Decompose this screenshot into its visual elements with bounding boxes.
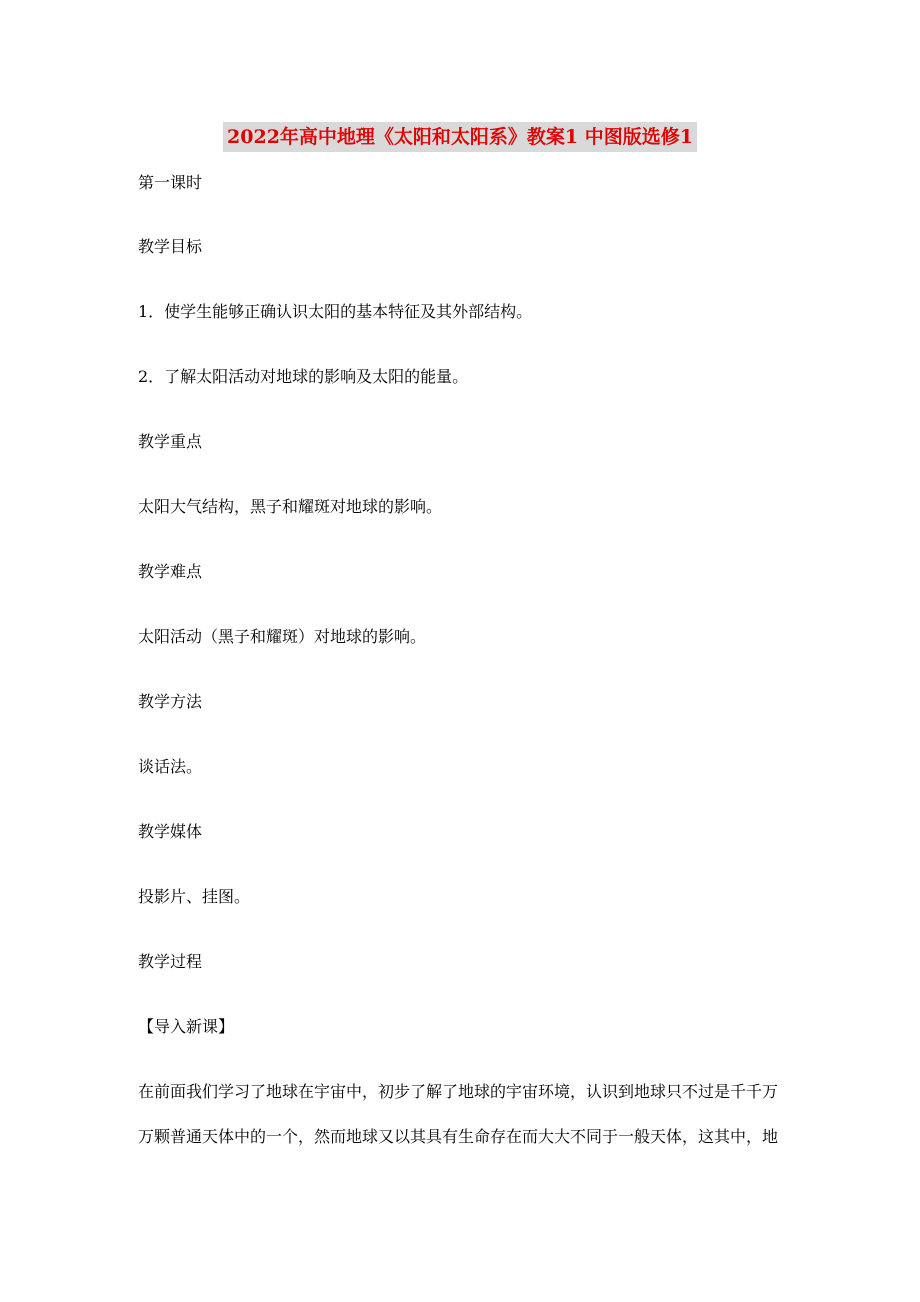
objective-item-2: 2．了解太阳活动对地球的影响及太阳的能量。 [138, 367, 469, 386]
section-intro-heading: 【导入新课】 [138, 1017, 235, 1036]
document-title: 2022年高中地理《太阳和太阳系》教案1 中图版选修1 [223, 122, 697, 152]
difficulties-text: 太阳活动（黑子和耀斑）对地球的影响。 [138, 627, 427, 646]
paragraph-line-1: 在前面我们学习了地球在宇宙中，初步了解了地球的宇宙环境，认识到地球只不过是千千万 [138, 1082, 779, 1101]
media-text: 投影片、挂图。 [138, 887, 251, 906]
methods-text: 谈话法。 [138, 757, 203, 776]
objective-item-1: 1．使学生能够正确认识太阳的基本特征及其外部结构。 [138, 302, 533, 321]
heading-key-points: 教学重点 [138, 432, 203, 451]
heading-process: 教学过程 [138, 952, 203, 971]
lesson-period-label: 第一课时 [138, 173, 203, 192]
heading-difficulties: 教学难点 [138, 562, 203, 581]
key-points-text: 太阳大气结构，黑子和耀斑对地球的影响。 [138, 497, 443, 516]
heading-objectives: 教学目标 [138, 237, 203, 256]
paragraph-line-2: 万颗普通天体中的一个，然而地球又以其具有生命存在而大大不同于一般天体，这其中，地 [138, 1127, 779, 1146]
heading-methods: 教学方法 [138, 692, 203, 711]
heading-media: 教学媒体 [138, 822, 203, 841]
title-container [0, 122, 920, 152]
